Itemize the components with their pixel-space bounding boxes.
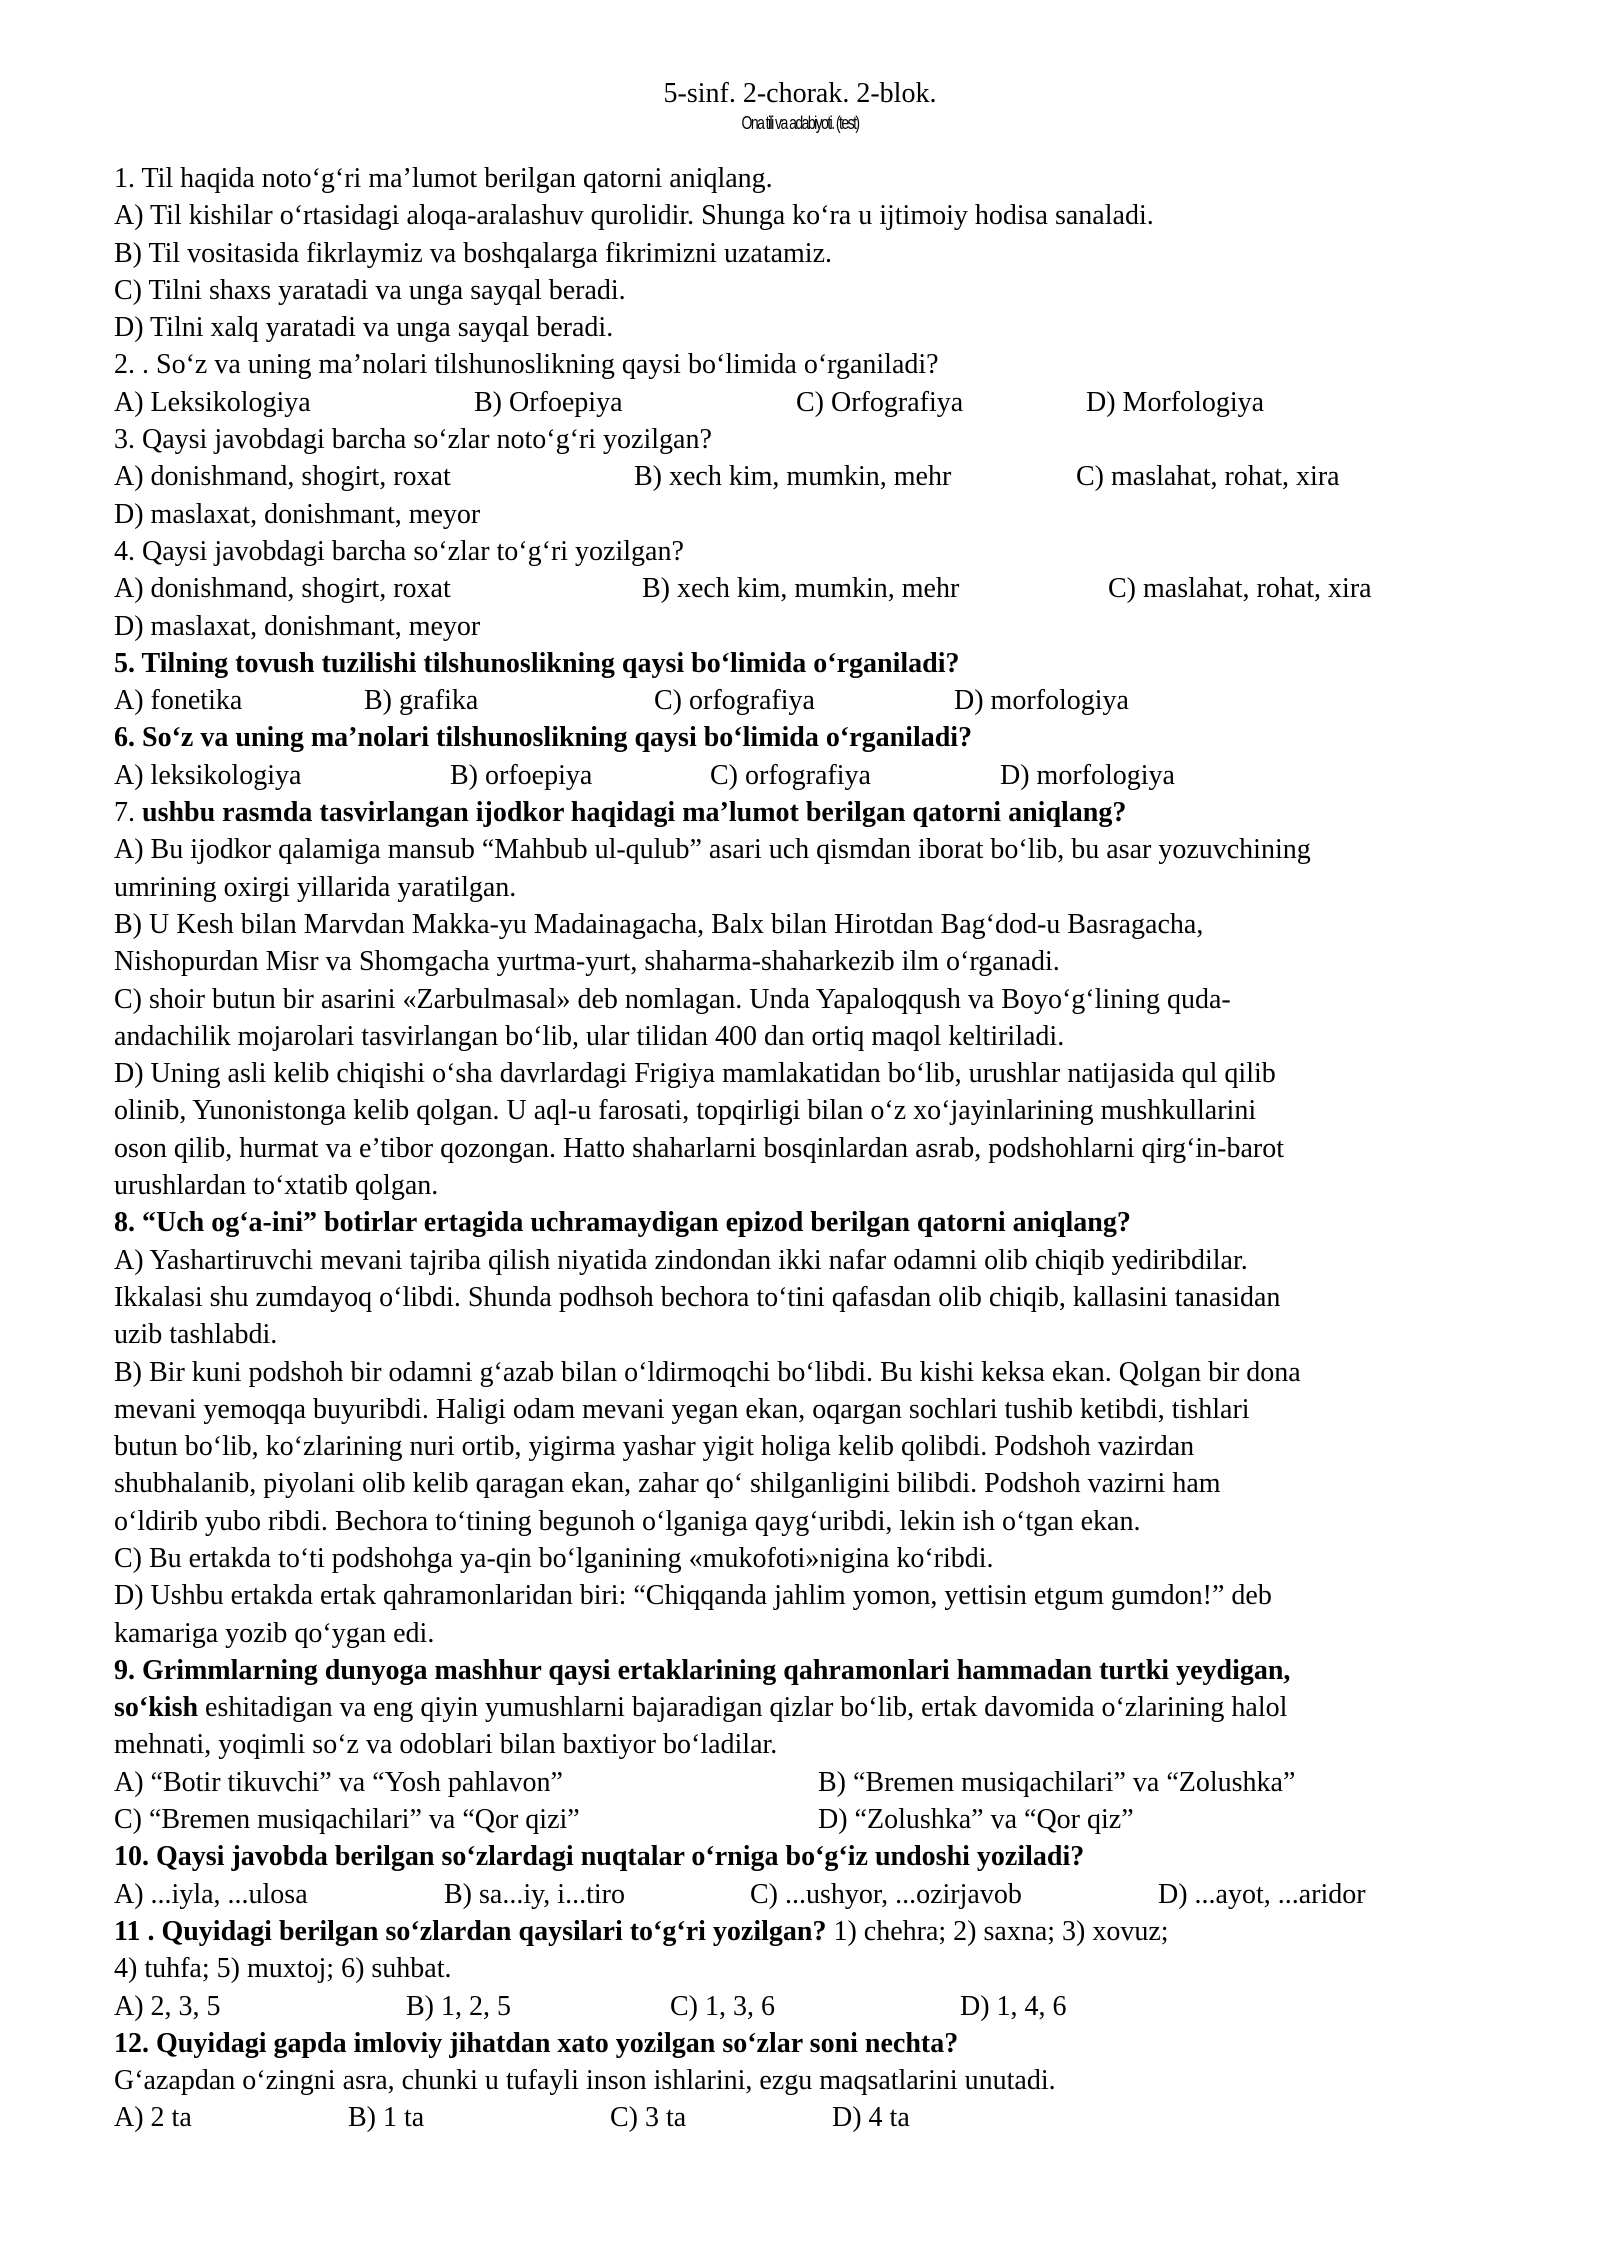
q6-option-a: A) leksikologiya <box>114 759 302 791</box>
q3-option-b: B) xech kim, mumkin, mehr <box>634 461 952 493</box>
q2-option-a: A) Leksikologiya <box>114 386 311 418</box>
page-title: 5-sinf. 2-chorak. 2-blok. <box>663 78 937 109</box>
q6-option-c: C) orfografiya <box>710 759 871 791</box>
q5-options <box>114 682 1504 719</box>
q8-option-d-line1: D) Ushbu ertakda ertak qahramonlaridan biri: “Chiqqanda jahlim yomon, yettisin etgum gumdon!” deb <box>114 1580 1272 1612</box>
q4-option-c: C) maslahat, rohat, xira <box>1108 573 1372 605</box>
q9-option-d: D) “Zolushka” va “Qor qiz” <box>818 1804 1134 1836</box>
q7-option-d-line4: urushlardan to‘xtatib qolgan. <box>114 1170 439 1202</box>
q10-option-b: B) sa...iy, i...tiro <box>444 1878 625 1910</box>
q4-options <box>114 570 1504 607</box>
q11-items-1: 1) chehra; 2) saxna; 3) xovuz; <box>826 1915 1169 1947</box>
q7-option-a-line1: A) Bu ijodkor qalamiga mansub “Mahbub ul-qulub” asari uch qismdan iborat bo‘lib, bu asar yozuvchining <box>114 834 1311 866</box>
q10-option-c: C) ...ushyor, ...ozirjavob <box>750 1878 1022 1910</box>
q11-option-b: B) 1, 2, 5 <box>406 1990 511 2022</box>
q7-option-d-line1: D) Uning asli kelib chiqishi o‘sha davrlardagi Frigiya mamlakatidan bo‘lib, urushlar natijasida qul qilib <box>114 1058 1276 1090</box>
question-7 <box>114 794 1504 831</box>
q2-option-b: B) Orfoepiya <box>474 386 623 418</box>
q8-option-b-line3: butun bo‘lib, ko‘zlarining nuri ortib, yigirma yashar yigit holiga kelib qolibdi. Podshoh vazirdan <box>114 1431 1195 1463</box>
q11-option-c: C) 1, 3, 6 <box>670 1990 775 2022</box>
q4-option-a: A) donishmand, shogirt, roxat <box>114 573 451 605</box>
q3-options <box>114 458 1504 495</box>
question-5: 5. Tilning tovush tuzilishi tilshunoslikning qaysi bo‘limida o‘rganiladi? <box>114 647 960 679</box>
q3-option-a: A) donishmand, shogirt, roxat <box>114 461 451 493</box>
q5-option-a: A) fonetika <box>114 685 243 717</box>
q10-option-d: D) ...ayot, ...aridor <box>1158 1878 1366 1910</box>
q9-option-a: A) “Botir tikuvchi” va “Yosh pahlavon” <box>114 1766 563 1798</box>
q7-option-b-line1: B) U Kesh bilan Marvdan Makka-yu Madainagacha, Balx bilan Hirotdan Bag‘dod-u Basragacha, <box>114 908 1204 940</box>
q1-option-b: B) Til vositasida fikrlaymiz va boshqalarga fikrimizni uzatamiz. <box>114 237 833 269</box>
q3-option-d: D) maslaxat, donishmant, meyor <box>114 498 481 530</box>
question-8: 8. “Uch og‘a-ini” botirlar ertagida uchramaydigan epizod berilgan qatorni aniqlang? <box>114 1207 1131 1239</box>
q11-option-a: A) 2, 3, 5 <box>114 1990 221 2022</box>
q9-text-2-bold: so‘kish <box>114 1692 199 1724</box>
q7-text: ushbu rasmda tasvirlangan ijodkor haqidagi ma’lumot berilgan qatorni aniqlang? <box>142 797 1127 829</box>
question-10: 10. Qaysi javobda berilgan so‘zlardagi nuqtalar o‘rniga bo‘g‘iz undoshi yoziladi? <box>114 1841 1085 1873</box>
q4-option-d: D) maslaxat, donishmant, meyor <box>114 610 481 642</box>
q8-option-a-line2: Ikkalasi shu zumdayoq o‘libdi. Shunda podhsoh bechora to‘tini qafasdan olib chiqib, kallasini tanasidan <box>114 1281 1281 1313</box>
q8-option-c: C) Bu ertakda to‘ti podshohga ya-qin bo‘lganining «mukofoti»nigina ko‘ribdi. <box>114 1542 994 1574</box>
q5-option-b: B) grafika <box>364 685 479 717</box>
q2-options <box>114 384 1504 421</box>
q7-option-a-line2: umrining oxirgi yillarida yaratilgan. <box>114 871 517 903</box>
q12-option-c: C) 3 ta <box>610 2102 687 2134</box>
page-subtitle: Ona tili va adabiyoti. (test) <box>741 113 859 133</box>
q11-items-2: 4) tuhfa; 5) muxtoj; 6) suhbat. <box>114 1953 452 1985</box>
q2-option-c: C) Orfografiya <box>796 386 964 418</box>
q8-option-b-line1: B) Bir kuni podshoh bir odamni g‘azab bilan o‘ldirmoqchi bo‘libdi. Bu kishi keksa ekan. Qolgan bir dona <box>114 1356 1301 1388</box>
q7-option-b-line2: Nishopurdan Misr va Shomgacha yurtma-yurt, shaharma-shaharkezib ilm o‘rganadi. <box>114 946 1060 978</box>
question-11-line1 <box>114 1913 1504 1950</box>
q6-option-d: D) morfologiya <box>1000 759 1175 791</box>
q6-options <box>114 757 1504 794</box>
q7-option-d-line2: olinib, Yunonistonga kelib qolgan. U aql-u farosati, topqirligi bilan o‘z xo‘jayinlarining mushkullarini <box>114 1095 1257 1127</box>
question-2: 2. . So‘z va uning ma’nolari tilshunoslikning qaysi bo‘limida o‘rganiladi? <box>114 349 939 381</box>
question-9-line3: mehnati, yoqimli so‘z va odoblari bilan baxtiyor bo‘ladilar. <box>114 1729 778 1761</box>
q8-option-b-line5: o‘ldirib yubo ribdi. Bechora to‘tining begunoh o‘lganiga qayg‘uribdi, lekin ish o‘tgan ekan. <box>114 1505 1141 1537</box>
q7-option-c-line1: C) shoir butun bir asarini «Zarbulmasal» deb nomlagan. Unda Yapaloqqush va Boyo‘g‘lining quda- <box>114 983 1231 1015</box>
q1-option-d: D) Tilni xalq yaratadi va unga sayqal beradi. <box>114 312 614 344</box>
q8-option-a-line1: A) Yashartiruvchi mevani tajriba qilish niyatida zindondan ikki nafar odamni olib chiqib yediribdilar. <box>114 1244 1248 1276</box>
q7-number: 7. <box>114 797 142 829</box>
q9-text-1: . Grimmlarning dunyoga mashhur qaysi ertaklarining qahramonlari hammadan turtki yeydigan, <box>128 1654 1291 1686</box>
q7-option-c-line2: andachilik mojarolari tasvirlangan bo‘lib, ular tilidan 400 dan ortiq maqol keltiriladi. <box>114 1020 1065 1052</box>
q9-option-c: C) “Bremen musiqachilari” va “Qor qizi” <box>114 1804 580 1836</box>
q2-option-d: D) Morfologiya <box>1086 386 1265 418</box>
question-1: 1. Til haqida noto‘g‘ri ma’lumot berilgan qatorni aniqlang. <box>114 163 773 194</box>
q12-option-a: A) 2 ta <box>114 2102 192 2134</box>
test-content <box>114 160 1504 2137</box>
question-11: 11 . Quyidagi berilgan so‘zlardan qaysilari to‘g‘ri yozilgan? <box>114 1915 827 1947</box>
q9-option-b: B) “Bremen musiqachilari” va “Zolushka” <box>818 1766 1296 1798</box>
question-9-line1 <box>114 1652 1504 1689</box>
q5-option-c: C) orfografiya <box>654 685 815 717</box>
q7-option-d-line3: oson qilib, hurmat va e’tibor qozongan. Hatto shaharlarni bosqinlardan asrab, podshohlarni qirg‘in-barot <box>114 1132 1285 1164</box>
q10-options <box>114 1876 1504 1913</box>
question-9-line2 <box>114 1689 1504 1726</box>
q12-options <box>114 2099 1504 2136</box>
q12-sentence: G‘azapdan o‘zingni asra, chunki u tufayli inson ishlarini, ezgu maqsatlarini unutadi. <box>114 2065 1056 2097</box>
q9-options-row2 <box>114 1801 1504 1838</box>
q4-option-b: B) xech kim, mumkin, mehr <box>642 573 960 605</box>
q11-options <box>114 1988 1504 2025</box>
question-6: 6. So‘z va uning ma’nolari tilshunoslikning qaysi bo‘limida o‘rganiladi? <box>114 722 973 754</box>
q8-option-b-line2: mevani yemoqqa buyuribdi. Haligi odam mevani yegan ekan, oqargan sochlari tushib ketibdi, tishlari <box>114 1393 1250 1425</box>
q9-number: 9 <box>114 1654 128 1686</box>
q5-option-d: D) morfologiya <box>954 685 1129 717</box>
q8-option-a-line3: uzib tashlabdi. <box>114 1319 278 1351</box>
q1-option-c: C) Tilni shaxs yaratadi va unga sayqal beradi. <box>114 274 626 306</box>
q6-option-b: B) orfoepiya <box>450 759 593 791</box>
question-4: 4. Qaysi javobdagi barcha so‘zlar to‘g‘ri yozilgan? <box>114 535 684 567</box>
q8-option-b-line4: shubhalanib, piyolani olib kelib qaragan ekan, zahar qo‘ shilganligini bilibdi. Podshoh vazirni ham <box>114 1468 1221 1500</box>
question-3: 3. Qaysi javobdagi barcha so‘zlar noto‘g‘ri yozilgan? <box>114 424 712 456</box>
q3-option-c: C) maslahat, rohat, xira <box>1076 461 1340 493</box>
q9-text-2: eshitadigan va eng qiyin yumushlarni bajaradigan qizlar bo‘lib, ertak davomida o‘zlarining halol <box>198 1692 1288 1724</box>
q12-option-d: D) 4 ta <box>832 2102 910 2134</box>
q10-option-a: A) ...iyla, ...ulosa <box>114 1878 308 1910</box>
q8-option-d-line2: kamariga yozib qo‘ygan edi. <box>114 1617 435 1649</box>
q11-option-d: D) 1, 4, 6 <box>960 1990 1067 2022</box>
q12-option-b: B) 1 ta <box>348 2102 425 2134</box>
q9-options-row1 <box>114 1764 1504 1801</box>
q1-option-a: A) Til kishilar o‘rtasidagi aloqa-aralashuv qurolidir. Shunga ko‘ra u ijtimoiy hodisa sanaladi. <box>114 200 1154 232</box>
question-12: 12. Quyidagi gapda imloviy jihatdan xato yozilgan so‘zlar soni nechta? <box>114 2027 959 2059</box>
